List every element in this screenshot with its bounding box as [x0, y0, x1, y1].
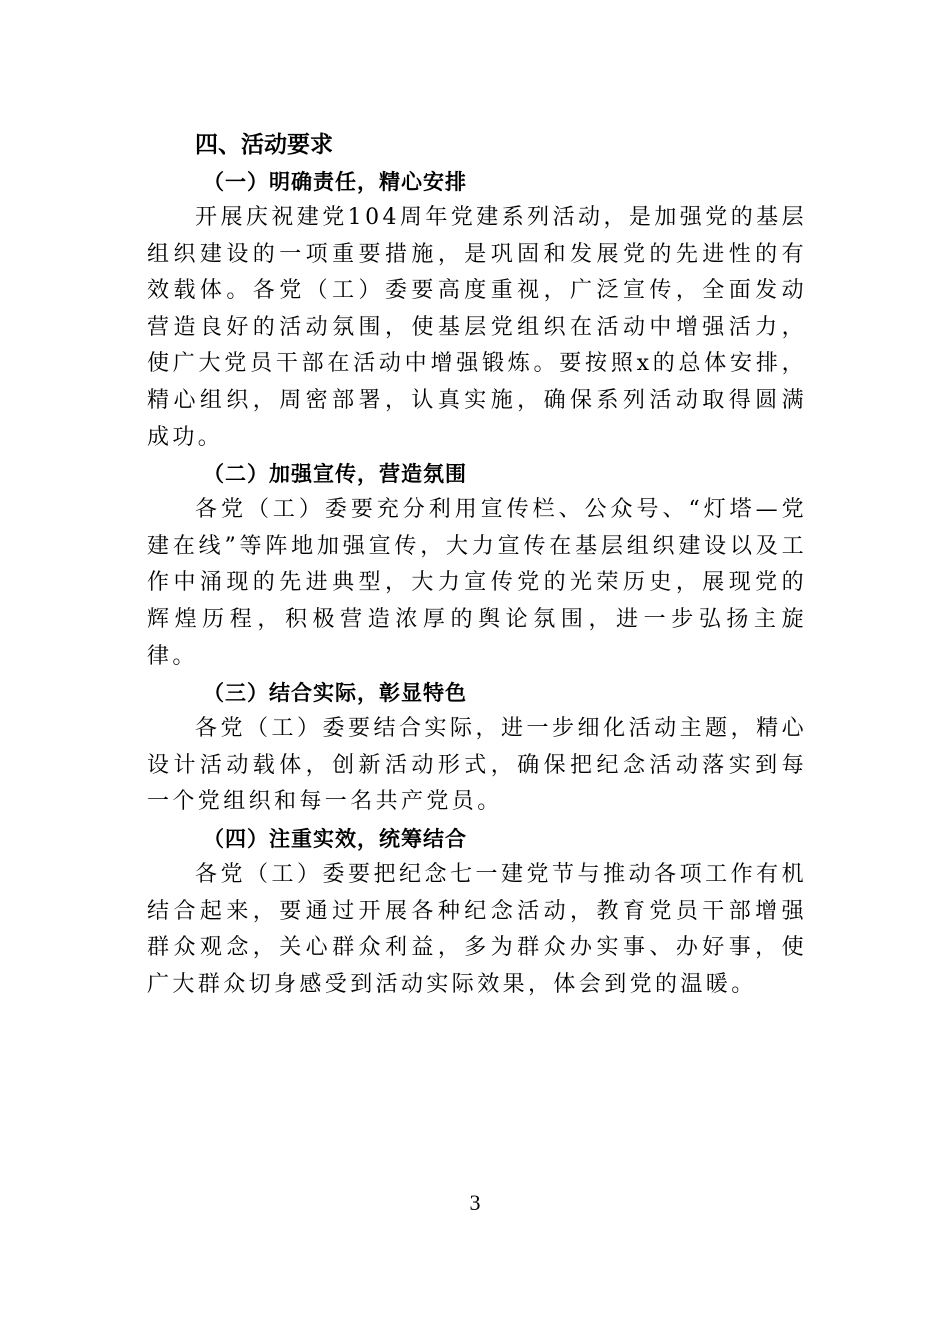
- subsection-paragraph-1: 开展庆祝建党104周年党建系列活动，是加强党的基层组织建设的一项重要措施，是巩固和发展党的先进性的有效载体。各党（工）委要高度重视，广泛宣传，全面发动营造良好的活动氛围，使基层党组织在活动中增强活力，使广大党员干部在活动中增强锻炼。要按照x的总体安排，精心组织，周密部署，认真实施，确保系列活动取得圆满成功。: [147, 205, 807, 450]
- subsection-heading-3: （三）结合实际，彰显特色: [203, 680, 467, 706]
- subsection-heading-4: （四）注重实效，统筹结合: [203, 825, 467, 851]
- subsection-heading-2: （二）加强宣传，营造氛围: [203, 461, 467, 487]
- subsection-paragraph-2: 各党（工）委要充分利用宣传栏、公众号、“灯塔—党建在线”等阵地加强宣传，大力宣传在基层组织建设以及工作中涌现的先进典型，大力宣传党的光荣历史，展现党的辉煌历程，积极营造浓厚的舆论氛围，进一步弘扬主旋律。: [147, 497, 807, 669]
- section-title: 四、活动要求: [195, 132, 333, 158]
- subsection-heading-1: （一）明确责任，精心安排: [203, 169, 467, 194]
- page-number: 3: [469, 1190, 481, 1215]
- subsection-paragraph-4: 各党（工）委要把纪念七一建党节与推动各项工作有机结合起来，要通过开展各种纪念活动，教育党员干部增强群众观念，关心群众利益，多为群众办实事、办好事，使广大群众切身感受到活动实际效果，体会到党的温暖。: [147, 861, 807, 997]
- subsection-paragraph-3: 各党（工）委要结合实际，进一步细化活动主题，精心设计活动载体，创新活动形式，确保把纪念活动落实到每一个党组织和每一名共产党员。: [147, 716, 807, 815]
- document-body: [147, 127, 807, 1003]
